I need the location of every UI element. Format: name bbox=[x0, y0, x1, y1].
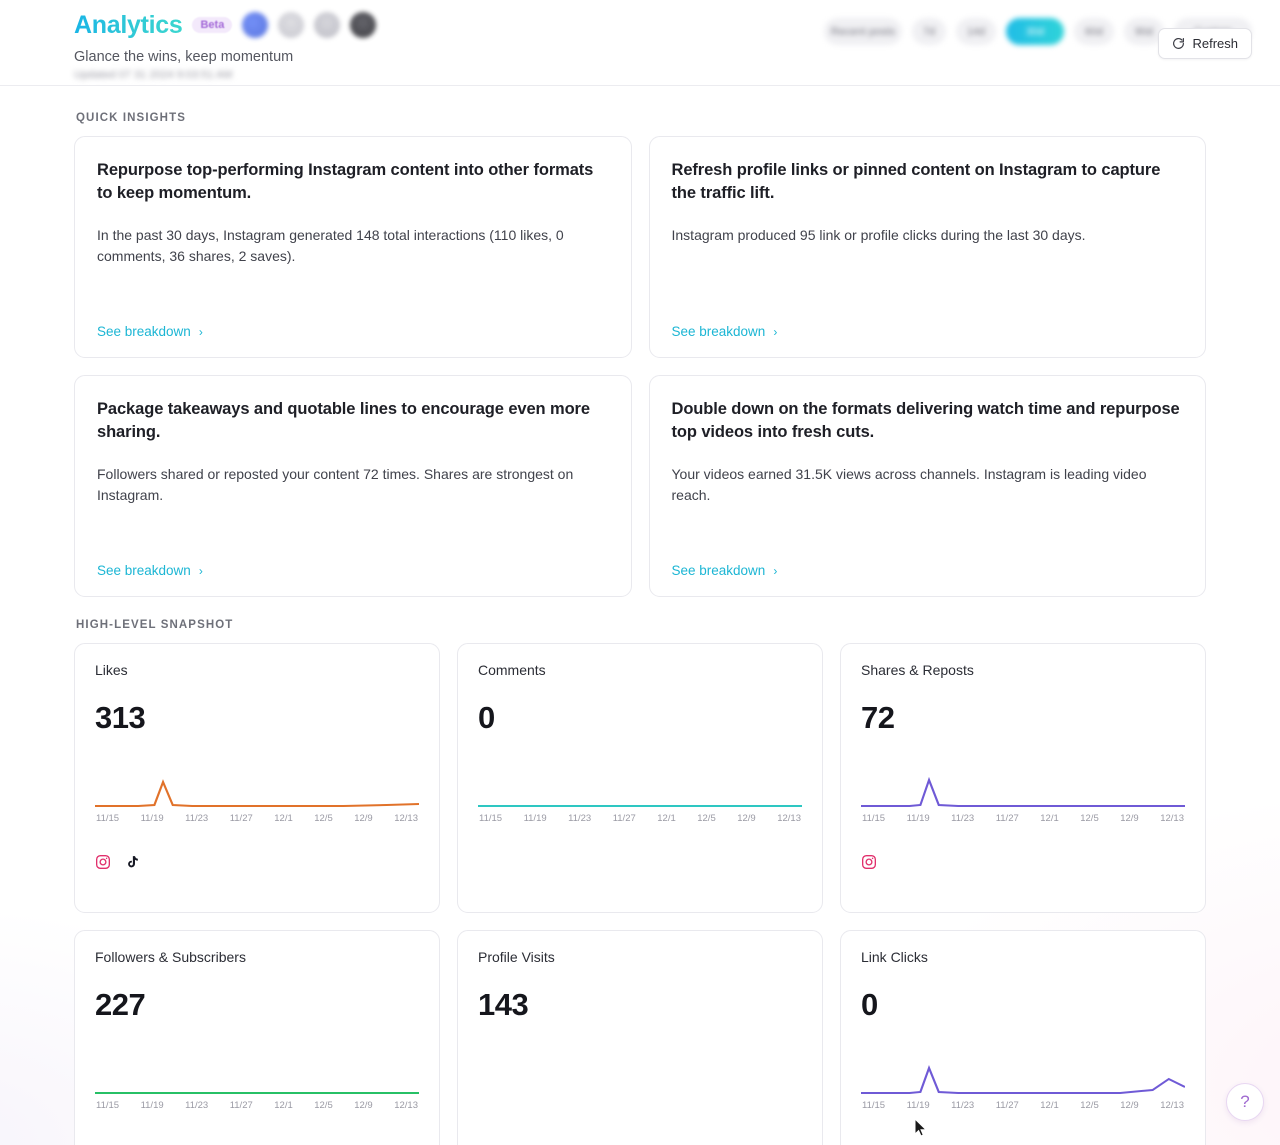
sparkline-chart bbox=[95, 1057, 419, 1097]
platform-row bbox=[95, 854, 419, 870]
axis-tick: 12/1 bbox=[1040, 1100, 1059, 1111]
instagram-icon bbox=[95, 854, 111, 870]
axis-tick: 12/13 bbox=[394, 1100, 418, 1111]
metric-title: Profile Visits bbox=[478, 949, 555, 965]
quick-insights-label: QUICK INSIGHTS bbox=[76, 112, 186, 124]
metric-title: Link Clicks bbox=[861, 949, 928, 965]
nav-item-60d[interactable]: 60d bbox=[1074, 18, 1114, 45]
insight-body: In the past 30 days, Instagram generated 148 total interactions (110 likes, 0 comments, 36 shares, 2 saves). bbox=[97, 226, 564, 265]
nav-item-30d[interactable]: 30d bbox=[1006, 18, 1064, 45]
insight-title: Package takeaways and quotable lines to encourage even more sharing. bbox=[97, 400, 590, 441]
snapshot-grid bbox=[74, 643, 1206, 1145]
instagram-icon bbox=[861, 854, 877, 870]
nav-item-14d[interactable]: 14d bbox=[956, 18, 996, 45]
insight-body: Followers shared or reposted your content 72 times. Shares are strongest on Instagram. bbox=[97, 465, 574, 504]
metric-title: Shares & Reposts bbox=[861, 662, 974, 678]
sparkline-wrap bbox=[95, 1057, 419, 1111]
axis-tick: 11/27 bbox=[612, 813, 636, 824]
axis-tick: 11/19 bbox=[140, 1100, 164, 1111]
sparkline-axis bbox=[861, 1100, 1185, 1111]
insight-card bbox=[649, 136, 1207, 358]
sparkline-axis bbox=[861, 813, 1185, 824]
insight-card bbox=[74, 136, 632, 358]
chart-tool-icon[interactable] bbox=[278, 12, 304, 38]
axis-tick: 11/15 bbox=[479, 813, 503, 824]
axis-tick: 11/15 bbox=[862, 813, 886, 824]
nav-item-7d[interactable]: 7d bbox=[912, 18, 946, 45]
chevron-right-icon: › bbox=[198, 563, 203, 578]
nav-item-recent-posts[interactable]: Recent posts bbox=[824, 18, 902, 45]
metric-value: 0 bbox=[478, 700, 495, 735]
metric-card-link-clicks bbox=[840, 930, 1206, 1145]
axis-tick: 11/23 bbox=[185, 813, 209, 824]
axis-tick: 12/9 bbox=[354, 813, 373, 824]
sparkline-wrap bbox=[95, 770, 419, 824]
metric-title: Comments bbox=[478, 662, 546, 678]
refresh-icon bbox=[1172, 37, 1185, 50]
sparkline-axis bbox=[95, 1100, 419, 1111]
axis-tick: 11/27 bbox=[995, 813, 1019, 824]
insight-title: Refresh profile links or pinned content on Instagram to capture the traffic lift. bbox=[671, 161, 1161, 202]
last-updated-text: Updated 07 31 2024 9:03:51 AM bbox=[74, 69, 233, 81]
metric-card-profile-visits bbox=[457, 930, 823, 1145]
axis-tick: 12/13 bbox=[1160, 813, 1184, 824]
nav-item-90d[interactable]: 90d bbox=[1124, 18, 1164, 45]
axis-tick: 12/9 bbox=[1120, 813, 1139, 824]
axis-tick: 12/13 bbox=[777, 813, 801, 824]
axis-tick: 11/23 bbox=[951, 813, 975, 824]
metric-value: 72 bbox=[861, 700, 895, 735]
axis-tick: 11/19 bbox=[906, 1100, 930, 1111]
question-mark-icon: ? bbox=[1240, 1092, 1250, 1111]
see-breakdown-link[interactable] bbox=[97, 563, 609, 578]
see-breakdown-link[interactable] bbox=[672, 324, 1184, 339]
axis-tick: 11/19 bbox=[906, 813, 930, 824]
axis-tick: 12/1 bbox=[1040, 813, 1059, 824]
axis-tick: 11/15 bbox=[862, 1100, 886, 1111]
metric-value: 143 bbox=[478, 987, 529, 1022]
see-breakdown-label: See breakdown bbox=[97, 563, 191, 578]
insight-title: Double down on the formats delivering watch time and repurpose top videos into fresh cuts. bbox=[671, 400, 1180, 441]
axis-tick: 12/1 bbox=[274, 813, 293, 824]
insight-body: Instagram produced 95 link or profile clicks during the last 30 days. bbox=[671, 226, 1086, 243]
axis-tick: 12/5 bbox=[314, 1100, 333, 1111]
metric-card-likes bbox=[74, 643, 440, 913]
snapshot-label: HIGH-LEVEL SNAPSHOT bbox=[76, 619, 234, 631]
see-breakdown-label: See breakdown bbox=[97, 324, 191, 339]
app-header bbox=[0, 0, 1280, 86]
edit-tool-icon[interactable] bbox=[350, 12, 376, 38]
axis-tick: 12/9 bbox=[737, 813, 756, 824]
tiktok-icon bbox=[125, 854, 141, 870]
axis-tick: 11/23 bbox=[568, 813, 592, 824]
beta-badge: Beta bbox=[192, 17, 232, 33]
metric-card-shares-reposts bbox=[840, 643, 1206, 913]
axis-tick: 12/1 bbox=[657, 813, 676, 824]
metric-value: 0 bbox=[861, 987, 878, 1022]
chevron-right-icon: › bbox=[773, 563, 778, 578]
axis-tick: 12/5 bbox=[314, 813, 333, 824]
chevron-right-icon: › bbox=[773, 324, 778, 339]
platform-row bbox=[861, 854, 1185, 870]
axis-tick: 11/19 bbox=[523, 813, 547, 824]
see-breakdown-link[interactable] bbox=[97, 324, 609, 339]
axis-tick: 11/23 bbox=[951, 1100, 975, 1111]
axis-tick: 12/13 bbox=[1160, 1100, 1184, 1111]
sparkline-wrap bbox=[861, 770, 1185, 824]
axis-tick: 11/23 bbox=[185, 1100, 209, 1111]
quick-insights-grid bbox=[74, 136, 1206, 597]
chevron-right-icon: › bbox=[198, 324, 203, 339]
sparkline-axis bbox=[95, 813, 419, 824]
axis-tick: 12/9 bbox=[1120, 1100, 1139, 1111]
sparkline-chart bbox=[861, 770, 1185, 810]
page-title: Analytics bbox=[74, 11, 183, 39]
sparkline-chart bbox=[861, 1057, 1185, 1097]
axis-tick: 11/19 bbox=[140, 813, 164, 824]
axis-tick: 12/13 bbox=[394, 813, 418, 824]
see-breakdown-label: See breakdown bbox=[671, 563, 766, 578]
insight-body: Your videos earned 31.5K views across channels. Instagram is leading video reach. bbox=[671, 465, 1147, 504]
axis-tick: 12/1 bbox=[274, 1100, 293, 1111]
metric-card-comments bbox=[457, 643, 823, 913]
trend-tool-icon[interactable] bbox=[314, 12, 340, 38]
axis-tick: 11/27 bbox=[229, 813, 253, 824]
brand-block bbox=[74, 10, 376, 81]
axis-tick: 11/27 bbox=[229, 1100, 253, 1111]
axis-tick: 12/5 bbox=[1080, 813, 1099, 824]
axis-tick: 12/9 bbox=[354, 1100, 373, 1111]
see-breakdown-label: See breakdown bbox=[671, 324, 766, 339]
metric-value: 227 bbox=[95, 987, 146, 1022]
sparkline-wrap bbox=[861, 1057, 1185, 1111]
axis-tick: 11/15 bbox=[96, 1100, 120, 1111]
page-subtitle: Glance the wins, keep momentum bbox=[74, 49, 294, 65]
sparkline-wrap bbox=[478, 770, 802, 824]
axis-tick: 11/27 bbox=[995, 1100, 1019, 1111]
sparkline-chart bbox=[95, 770, 419, 810]
workspace-avatar-icon[interactable] bbox=[242, 12, 268, 38]
insight-title: Repurpose top-performing Instagram content into other formats to keep momentum. bbox=[97, 161, 594, 202]
metric-value: 313 bbox=[95, 700, 146, 735]
sparkline-axis bbox=[478, 813, 802, 824]
insight-card bbox=[649, 375, 1207, 597]
axis-tick: 12/5 bbox=[1080, 1100, 1099, 1111]
axis-tick: 12/5 bbox=[697, 813, 716, 824]
axis-tick: 11/15 bbox=[96, 813, 120, 824]
metric-card-followers-subscribers bbox=[74, 930, 440, 1145]
brand-row bbox=[74, 10, 376, 40]
main-content bbox=[0, 86, 1280, 1145]
refresh-button-label: Refresh bbox=[1192, 36, 1238, 51]
metric-title: Followers & Subscribers bbox=[95, 949, 246, 965]
help-button[interactable] bbox=[1226, 1083, 1264, 1121]
sparkline-chart bbox=[478, 770, 802, 810]
metric-title: Likes bbox=[95, 662, 128, 678]
see-breakdown-link[interactable] bbox=[672, 563, 1184, 578]
refresh-button[interactable] bbox=[1158, 28, 1252, 59]
insight-card bbox=[74, 375, 632, 597]
